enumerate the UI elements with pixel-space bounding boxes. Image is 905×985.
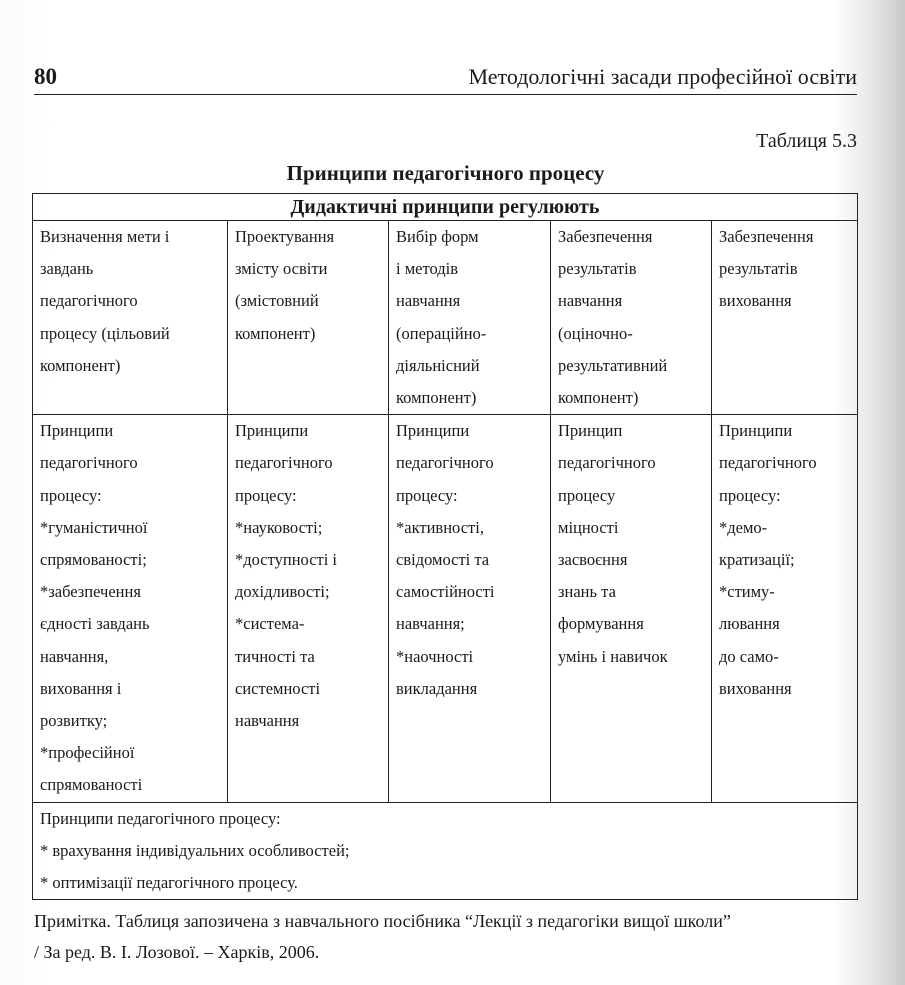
- heading-cell-methods: [389, 221, 551, 415]
- running-header: [34, 60, 857, 95]
- heading-line: навчання: [558, 291, 623, 311]
- heading-line: результативний: [558, 355, 668, 375]
- principle-line: педагогічного: [719, 453, 817, 473]
- principles-row: [33, 415, 858, 802]
- heading-line: змісту освіти: [235, 259, 328, 279]
- heading-line: педагогічного: [40, 291, 138, 311]
- principle-line: Принципи: [40, 421, 114, 441]
- principle-line: спрямованості: [40, 775, 143, 795]
- principle-line: *система-: [235, 614, 305, 634]
- heading-line: Проектування: [235, 227, 335, 246]
- principles-cell-content: [228, 415, 389, 802]
- heading-line: (оціночно-: [558, 323, 633, 343]
- heading-line: компонент): [396, 388, 477, 408]
- principle-line: виховання: [719, 678, 792, 698]
- principle-line: лювання: [719, 614, 780, 634]
- principle-line: педагогічного: [235, 453, 333, 473]
- heading-cell-learning-results: [551, 221, 712, 415]
- general-principle-item: * оптимізації педагогічного процесу.: [40, 873, 298, 893]
- heading-line: і методів: [396, 259, 459, 279]
- general-principles-heading: Принципи педагогічного процесу:: [40, 808, 281, 828]
- principle-line: міцності: [558, 517, 619, 537]
- general-principles-cell: [33, 802, 858, 900]
- heading-line: навчання: [396, 291, 461, 311]
- heading-line: (змістовний: [235, 291, 319, 311]
- principle-line: педагогічного: [396, 453, 494, 473]
- principle-line: *гуманістичної: [40, 517, 148, 537]
- principle-line: Принципи: [235, 421, 309, 441]
- principle-line: *професійної: [40, 743, 135, 763]
- page-number: 80: [34, 64, 57, 89]
- principle-line: системності: [235, 678, 321, 698]
- principle-line: Принцип: [558, 421, 623, 441]
- principle-line: навчання;: [396, 614, 465, 634]
- principle-line: самостійності: [396, 582, 495, 602]
- heading-line: компонент): [235, 323, 316, 343]
- principle-line: *науковості;: [235, 517, 323, 537]
- principle-line: свідомості та: [396, 550, 490, 570]
- running-title: Методологічні засади професійної освіти: [468, 64, 857, 89]
- general-principles-row: [33, 802, 858, 900]
- principle-line: спрямованості;: [40, 550, 147, 570]
- principles-cell-methods: [389, 415, 551, 802]
- heading-line: Забезпечення: [558, 227, 653, 246]
- principle-line: *забезпечення: [40, 582, 141, 602]
- table-label: Таблиця 5.3: [756, 130, 857, 152]
- principle-line: кратизації;: [719, 550, 795, 570]
- heading-line: компонент): [40, 355, 121, 375]
- principle-line: єдності завдань: [40, 614, 150, 634]
- principles-cell-learning-results: [551, 415, 712, 802]
- principle-line: процесу:: [40, 485, 102, 505]
- heading-line: виховання: [719, 291, 792, 311]
- principles-cell-goal: [33, 415, 228, 802]
- note-line: Примітка. Таблиця запозичена з навчального посібника “Лекції з педагогіки вищої школи”: [34, 911, 731, 931]
- heading-cell-content: [228, 221, 389, 415]
- heading-line: (операційно-: [396, 323, 487, 343]
- principle-line: *наочності: [396, 646, 474, 666]
- principle-line: навчання: [235, 711, 300, 731]
- principle-line: знань та: [558, 582, 616, 602]
- heading-line: Визначення мети і: [40, 227, 170, 246]
- heading-cell-goal: [33, 221, 228, 415]
- heading-line: діяльнісний: [396, 355, 480, 375]
- principles-cell-upbringing-results: [712, 415, 858, 802]
- principle-line: Принципи: [396, 421, 470, 441]
- principle-line: педагогічного: [558, 453, 656, 473]
- note-line: / За ред. В. І. Лозової. – Харків, 2006.: [34, 942, 320, 962]
- heading-line: Вибір форм: [396, 227, 479, 246]
- span-header-row: [33, 194, 858, 221]
- span-header: Дидактичні принципи регулюють: [33, 194, 858, 221]
- principle-line: виховання і: [40, 678, 122, 698]
- principle-line: розвитку;: [40, 711, 108, 731]
- principle-line: тичності та: [235, 646, 315, 666]
- principle-line: дохідливості;: [235, 582, 330, 602]
- principle-line: процесу:: [396, 485, 458, 505]
- component-heading-row: [33, 221, 858, 415]
- principle-line: Принципи: [719, 421, 793, 441]
- principle-line: формування: [558, 614, 644, 634]
- heading-line: завдань: [40, 259, 94, 279]
- principle-line: *активності,: [396, 517, 484, 537]
- heading-cell-upbringing-results: [712, 221, 858, 415]
- principles-table: [32, 193, 858, 900]
- principle-line: умінь і навичок: [558, 646, 668, 666]
- heading-line: процесу (цільовий: [40, 323, 170, 343]
- principle-line: процесу: [558, 485, 616, 505]
- heading-line: результатів: [558, 259, 637, 279]
- principle-line: *доступності і: [235, 550, 338, 570]
- general-principle-item: * врахування індивідуальних особливостей;: [40, 840, 350, 860]
- principle-line: навчання,: [40, 646, 109, 666]
- principle-line: педагогічного: [40, 453, 138, 473]
- table-title: Принципи педагогічного процесу: [286, 161, 605, 185]
- principle-line: засвоєння: [558, 550, 628, 570]
- principle-line: процесу:: [719, 485, 781, 505]
- principle-line: *демо-: [719, 517, 768, 537]
- principle-line: *стиму-: [719, 582, 775, 602]
- principle-line: процесу:: [235, 485, 297, 505]
- heading-line: результатів: [719, 259, 798, 279]
- heading-line: Забезпечення: [719, 227, 814, 246]
- table-note: [34, 906, 861, 968]
- principle-line: до само-: [719, 646, 779, 666]
- principle-line: викладання: [396, 678, 478, 698]
- heading-line: компонент): [558, 388, 639, 408]
